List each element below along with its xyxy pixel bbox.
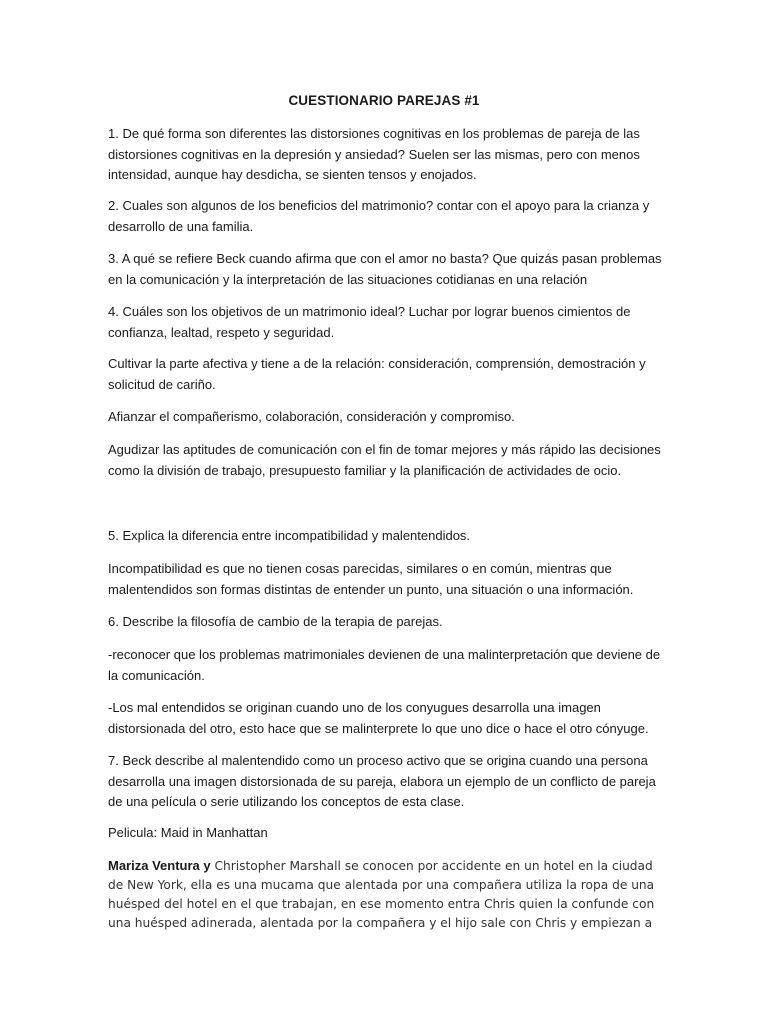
question-2: 2. Cuales son algunos de los beneficios del matrimonio? contar con el apoyo para la crianza y desarrollo de una familia. [108, 198, 650, 234]
movie-label: Pelicula: Maid in Manhattan [108, 825, 268, 840]
answer-4-companionship: Afianzar el compañerismo, colaboración, consideración y compromiso. [108, 409, 515, 424]
question-7: 7. Beck describe al malentendido como un proceso activo que se origina cuando una persona desarrolla una imagen distorsionada de su pareja, elabora un ejemplo de un conflicto de pareja de una película o serie utilizando los conceptos de esta clase. [108, 753, 656, 809]
question-5: 5. Explica la diferencia entre incompatibilidad y malentendidos. [108, 528, 471, 543]
answer-4-communication: Agudizar las aptitudes de comunicación con el fin de tomar mejores y más rápido las decisiones como la división de trabajo, presupuesto familiar y la planificación de actividades de ocio. [108, 442, 661, 478]
movie-summary-lead: Mariza Ventura y [108, 858, 211, 873]
document-title: CUESTIONARIO PAREJAS #1 [288, 93, 480, 108]
question-4: 4. Cuáles son los objetivos de un matrimonio ideal? Luchar por lograr buenos cimientos de confianza, lealtad, respeto y seguridad. [108, 304, 631, 340]
movie-summary [108, 856, 668, 933]
question-6: 6. Describe la filosofía de cambio de la terapia de parejas. [108, 614, 443, 629]
answer-4-affective: Cultivar la parte afectiva y tiene a de la relación: consideración, comprensión, demostración y solicitud de cariño. [108, 356, 646, 392]
movie-summary-text: Christopher Marshall se conocen por accidente en un hotel en la ciudad de New York, ella es una mucama que alentada por una compañera utiliza la ropa de una huésped del hotel en el que trabajan, en ese momento entra Chris quien la confunde con una huésped adinerada, alentada por la compañera y el hijo sale con Chris y empiezan a [108, 859, 655, 930]
answer-5: Incompatibilidad es que no tienen cosas parecidas, similares o en común, mientras que malentendidos son formas distintas de entender un punto, una situación o una información. [108, 561, 634, 597]
answer-6-misunderstandings: -Los mal entendidos se originan cuando uno de los conyugues desarrolla una imagen distorsionada del otro, esto hace que se malinterprete lo que uno dice o hace el otro cónyuge. [108, 700, 649, 736]
question-3: 3. A qué se refiere Beck cuando afirma que con el amor no basta? Que quizás pasan problemas en la comunicación y la interpretación de las situaciones cotidianas en una relación [108, 251, 662, 287]
answer-6-recognize: -reconocer que los problemas matrimoniales devienen de una malinterpretación que deviene de la comunicación. [108, 647, 661, 683]
question-1: 1. De qué forma son diferentes las distorsiones cognitivas en los problemas de pareja de las distorsiones cognitivas en la depresión y ansiedad? Suelen ser las mismas, pero con menos intensidad, aunque hay desdicha, se sienten tensos y enojados. [108, 126, 640, 182]
